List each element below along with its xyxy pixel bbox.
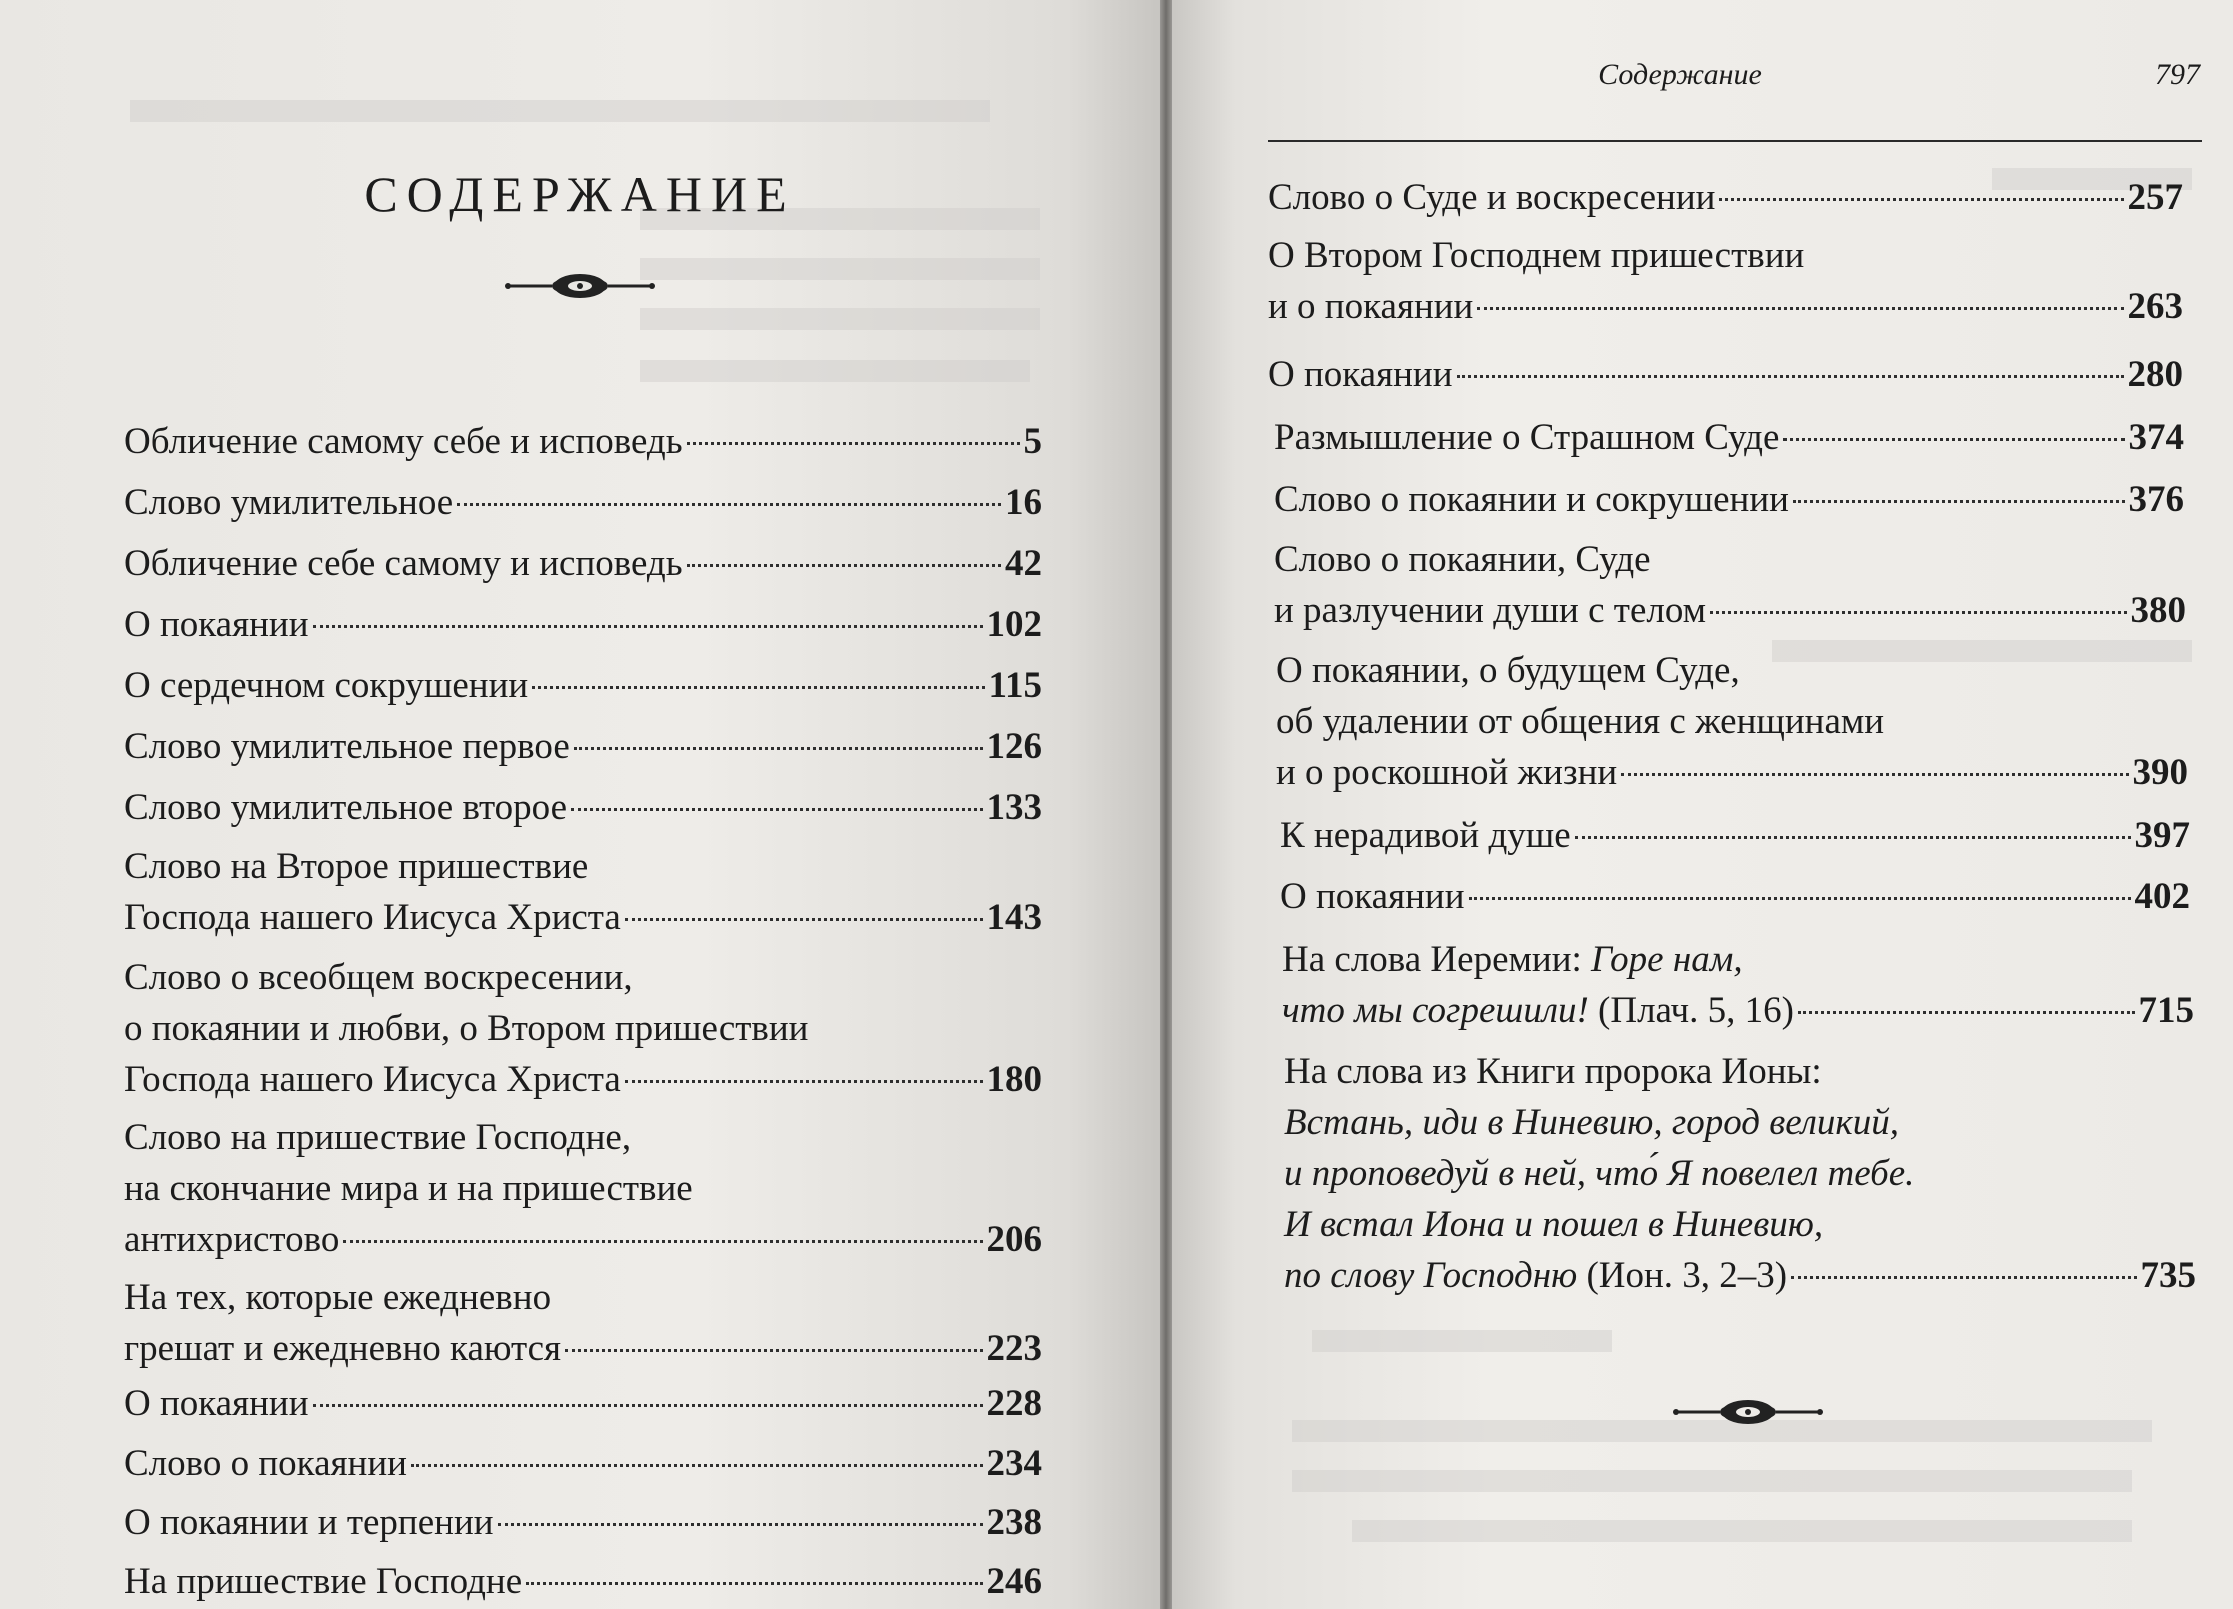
- entry-page-number: 16: [1005, 482, 1042, 523]
- dot-leader: [625, 918, 983, 921]
- entry-page-number: 133: [986, 787, 1042, 828]
- entry-title: Размышление о Страшном Суде: [1274, 417, 1780, 458]
- entry-page-number: 238: [986, 1502, 1042, 1543]
- dot-leader: [565, 1349, 982, 1352]
- entry-title: О покаянии: [124, 604, 309, 645]
- show-through-text: [1352, 1520, 2132, 1542]
- entry-page-number: 143: [986, 897, 1042, 938]
- entry-title: О покаянии и терпении: [124, 1502, 494, 1543]
- entry-reference: (Ион. 3, 2–3): [1577, 1255, 1788, 1296]
- toc-entry[interactable]: [124, 1556, 1042, 1607]
- toc-entry[interactable]: [124, 416, 1042, 467]
- entry-title-line: грешат и ежедневно каются: [124, 1328, 562, 1369]
- toc-entry[interactable]: [124, 841, 1042, 943]
- entry-title-line: На слова Иеремии:: [1282, 939, 1592, 980]
- toc-entry[interactable]: [1282, 934, 2194, 1036]
- show-through-text: [1312, 1330, 1612, 1352]
- toc-entry[interactable]: [1280, 810, 2190, 861]
- entry-page-number: 380: [2130, 590, 2186, 631]
- entry-title: О покаянии: [1268, 354, 1453, 395]
- dot-leader: [1457, 375, 2124, 378]
- entry-page-number: 206: [986, 1219, 1042, 1260]
- entry-title: Слово о покаянии: [124, 1443, 407, 1484]
- show-through-text: [640, 308, 1040, 330]
- toc-entry[interactable]: [124, 952, 1042, 1105]
- show-through-text: [640, 258, 1040, 280]
- entry-title-line: Господа нашего Иисуса Христа: [124, 1059, 621, 1100]
- header-rule: [1268, 140, 2202, 142]
- toc-entry[interactable]: [124, 1272, 1042, 1374]
- entry-page-number: 246: [986, 1561, 1042, 1602]
- entry-reference: (Плач. 5, 16): [1588, 990, 1794, 1031]
- toc-entry[interactable]: [124, 1112, 1042, 1265]
- dot-leader: [313, 1404, 983, 1407]
- entry-title: Слово умилительное второе: [124, 787, 568, 828]
- entry-page-number: 228: [986, 1383, 1042, 1424]
- dot-leader: [1791, 1276, 2136, 1279]
- dot-leader: [526, 1582, 982, 1585]
- entry-title-line: об удалении от общения с женщинами: [1276, 701, 1885, 742]
- dot-leader: [574, 747, 983, 750]
- entry-title: Слово умилительное: [124, 482, 454, 523]
- entry-title-line: О Втором Господнем пришествии: [1268, 235, 1805, 276]
- toc-entry[interactable]: [124, 599, 1042, 650]
- entry-page-number: 376: [2128, 479, 2184, 520]
- entry-title-line: и о покаянии: [1268, 286, 1474, 327]
- entry-title: Обличение самому себе и исповедь: [124, 421, 683, 462]
- entry-page-number: 263: [2127, 286, 2183, 327]
- entry-page-number: 397: [2134, 815, 2190, 856]
- entry-quote: по слову Господню: [1284, 1255, 1578, 1296]
- entry-title-line: Господа нашего Иисуса Христа: [124, 897, 621, 938]
- entry-page-number: 257: [2127, 177, 2183, 218]
- entry-page-number: 280: [2127, 354, 2183, 395]
- entry-quote: И встал Иона и пошел в Ниневию,: [1284, 1204, 1824, 1245]
- toc-entry[interactable]: [124, 721, 1042, 772]
- entry-page-number: 374: [2128, 417, 2184, 458]
- entry-title-line: На тех, которые ежедневно: [124, 1277, 552, 1318]
- entry-title: О покаянии: [1280, 876, 1465, 917]
- dot-leader: [625, 1080, 983, 1083]
- entry-page-number: 715: [2138, 990, 2194, 1031]
- entry-page-number: 180: [986, 1059, 1042, 1100]
- toc-entry[interactable]: [1268, 349, 2183, 400]
- running-title: Содержание: [1598, 58, 1762, 91]
- dot-leader: [1793, 500, 2125, 503]
- dot-leader: [457, 503, 1001, 506]
- toc-entry[interactable]: [1268, 172, 2183, 223]
- entry-page-number: 42: [1005, 543, 1042, 584]
- toc-entry[interactable]: [124, 660, 1042, 711]
- toc-entry[interactable]: [1274, 474, 2184, 525]
- entry-title: Слово умилительное первое: [124, 726, 570, 767]
- dot-leader: [1575, 836, 2131, 839]
- toc-entry[interactable]: [124, 1438, 1042, 1489]
- entry-page-number: 390: [2132, 752, 2188, 793]
- floral-ornament-icon: [500, 268, 660, 304]
- entry-title-line: О покаянии, о будущем Суде,: [1276, 650, 1740, 691]
- toc-entry[interactable]: [1280, 871, 2190, 922]
- toc-entry[interactable]: [124, 477, 1042, 528]
- entry-page-number: 5: [1023, 421, 1042, 462]
- book-gutter: [1160, 0, 1172, 1609]
- entry-title-line: Слово на пришествие Господне,: [124, 1117, 632, 1158]
- dot-leader: [1477, 307, 2123, 310]
- page-number: 797: [2155, 58, 2200, 91]
- toc-entry[interactable]: [1274, 534, 2186, 636]
- toc-entry[interactable]: [124, 538, 1042, 589]
- dot-leader: [411, 1464, 983, 1467]
- toc-entry[interactable]: [124, 1497, 1042, 1548]
- entry-title: О сердечном сокрушении: [124, 665, 529, 706]
- toc-entry[interactable]: [1268, 230, 2183, 332]
- entry-quote: что мы согрешили!: [1282, 990, 1589, 1031]
- dot-leader: [1783, 438, 2124, 441]
- dot-leader: [1710, 611, 2126, 614]
- dot-leader: [1798, 1011, 2135, 1014]
- entry-title-line: и о роскошной жизни: [1276, 752, 1618, 793]
- entry-quote: Встань, иди в Ниневию, город великий,: [1284, 1102, 1899, 1143]
- entry-page-number: 223: [986, 1328, 1042, 1369]
- toc-entry[interactable]: [124, 1378, 1042, 1429]
- toc-entry[interactable]: [1274, 412, 2184, 463]
- entry-title: Слово о покаянии и сокрушении: [1274, 479, 1789, 520]
- toc-entry[interactable]: [1284, 1046, 2196, 1301]
- entry-title-line: Слово о покаянии, Суде: [1274, 539, 1651, 580]
- dot-leader: [1621, 773, 2128, 776]
- dot-leader: [1719, 198, 2123, 201]
- dot-leader: [571, 808, 982, 811]
- entry-title-line: антихристово: [124, 1219, 340, 1260]
- dot-leader: [498, 1523, 983, 1526]
- entry-page-number: 115: [988, 665, 1042, 706]
- dot-leader: [313, 625, 983, 628]
- floral-ornament-icon: [1668, 1394, 1828, 1430]
- entry-title-line: на скончание мира и на пришествие: [124, 1168, 693, 1209]
- entry-page-number: 234: [986, 1443, 1042, 1484]
- entry-title-line: На слова из Книги пророка Ионы:: [1284, 1051, 1822, 1092]
- show-through-text: [1292, 1470, 2132, 1492]
- entry-title: На пришествие Господне: [124, 1561, 523, 1602]
- entry-title: Обличение себе самому и исповедь: [124, 543, 683, 584]
- entry-quote: Горе нам,: [1591, 939, 1743, 980]
- dot-leader: [532, 686, 984, 689]
- entry-page-number: 402: [2134, 876, 2190, 917]
- dot-leader: [1469, 897, 2131, 900]
- entry-page-number: 102: [986, 604, 1042, 645]
- show-through-text: [640, 360, 1030, 382]
- entry-quote: и проповедуй в ней, что́ Я повелел тебе.: [1284, 1153, 1915, 1194]
- entry-title-line: Слово о всеобщем воскресении,: [124, 957, 633, 998]
- entry-title: О покаянии: [124, 1383, 309, 1424]
- toc-entry[interactable]: [124, 782, 1042, 833]
- show-through-text: [130, 100, 990, 122]
- entry-title-line: и разлучении души с телом: [1274, 590, 1707, 631]
- toc-entry[interactable]: [1276, 645, 2188, 798]
- toc-heading: СОДЕРЖАНИЕ: [364, 166, 796, 222]
- entry-title-line: о покаянии и любви, о Втором пришествии: [124, 1008, 809, 1049]
- dot-leader: [343, 1240, 982, 1243]
- entry-page-number: 735: [2140, 1255, 2196, 1296]
- entry-title: Слово о Суде и воскресении: [1268, 177, 1716, 218]
- entry-page-number: 126: [986, 726, 1042, 767]
- dot-leader: [687, 564, 1001, 567]
- dot-leader: [687, 442, 1020, 445]
- entry-title-line: Слово на Второе пришествие: [124, 846, 589, 887]
- entry-title: К нерадивой душе: [1280, 815, 1571, 856]
